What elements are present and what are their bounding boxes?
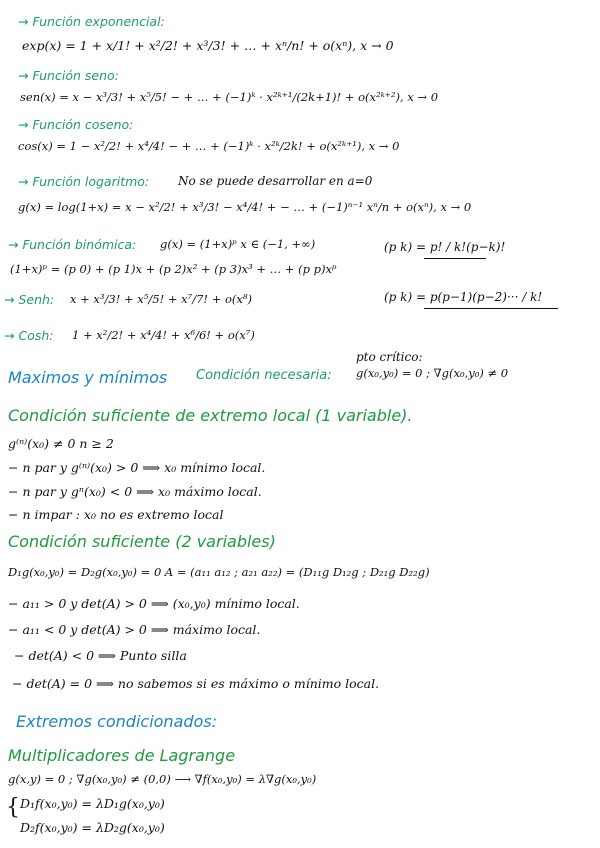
log-note: No se puede desarrollar en a=0	[178, 174, 373, 188]
binomial-coefficient-def-1: (p k) = p! / k!(p−k)!	[384, 240, 506, 254]
formula-cosh: 1 + x²/2! + x⁴/4! + x⁶/6! + o(x⁷)	[72, 328, 255, 342]
heading-sine: → Función seno:	[18, 68, 119, 83]
formula-binomial: (1+x)ᵖ = (p 0) + (p 1)x + (p 2)x² + (p 3)x³ + … + (p p)xᵖ	[10, 262, 337, 276]
binomial-definition: g(x) = (1+x)ᵖ x ∈ (−1, +∞)	[160, 237, 316, 251]
critical-point-label: pto crítico:	[356, 350, 423, 364]
formula-sine: sen(x) = x − x³/3! + x⁵/5! − + … + (−1)ᵏ · x²ᵏ⁺¹/(2k+1)! + o(x²ᵏ⁺²), x → 0	[20, 90, 439, 104]
brace-icon: {	[6, 795, 20, 820]
formula-sinh: x + x³/3! + x⁵/5! + x⁷/7! + o(x⁸)	[70, 292, 252, 306]
section-conditioned-extrema: Extremos condicionados:	[16, 712, 218, 731]
suff2-line-1: D₁g(x₀,y₀) = D₂g(x₀,y₀) = 0 A = (a₁₁ a₁₂ ; a₂₁ a₂₂) = (D₁₁g D₁₂g ; D₂₁g D₂₂g)	[8, 565, 430, 579]
necessary-condition-label: Condición necesaria:	[196, 368, 332, 383]
suff2-line-3: − a₁₁ < 0 y det(A) > 0 ⟹ máximo local.	[8, 622, 261, 637]
suff2-line-4: − det(A) < 0 ⟹ Punto silla	[14, 648, 187, 663]
necessary-condition: g(x₀,y₀) = 0 ; ∇g(x₀,y₀) ≠ 0	[356, 366, 509, 380]
suff1-line-4: − n impar : x₀ no es extremo local	[8, 507, 224, 522]
section-sufficient-1var: Condición suficiente de extremo local (1 variable).	[8, 406, 413, 425]
suff1-line-1: g⁽ⁿ⁾(x₀) ≠ 0 n ≥ 2	[8, 436, 114, 451]
suff2-line-5: − det(A) = 0 ⟹ no sabemos si es máximo o mínimo local.	[12, 676, 380, 691]
fraction-bar-1	[424, 258, 486, 259]
suff2-line-2: − a₁₁ > 0 y det(A) > 0 ⟹ (x₀,y₀) mínimo local.	[8, 596, 300, 611]
heading-binomial: → Función binómica:	[8, 237, 137, 252]
section-sufficient-2var: Condición suficiente (2 variables)	[8, 532, 276, 551]
heading-cosh: → Cosh:	[4, 328, 54, 343]
formula-exponential: exp(x) = 1 + x/1! + x²/2! + x³/3! + … + xⁿ/n! + o(xⁿ), x → 0	[22, 38, 394, 53]
heading-cosine: → Función coseno:	[18, 117, 134, 132]
fraction-bar-2	[424, 308, 558, 309]
formula-cosine: cos(x) = 1 − x²/2! + x⁴/4! − + … + (−1)ᵏ · x²ᵏ/2k! + o(x²ᵏ⁺¹), x → 0	[18, 139, 400, 153]
lagrange-line-2: D₁f(x₀,y₀) = λD₁g(x₀,y₀)	[20, 796, 165, 811]
lagrange-line-3: D₂f(x₀,y₀) = λD₂g(x₀,y₀)	[20, 820, 165, 835]
heading-logarithm: → Función logaritmo:	[18, 174, 150, 189]
section-lagrange: Multiplicadores de Lagrange	[8, 746, 236, 765]
heading-exponential: → Función exponencial:	[18, 14, 165, 29]
binomial-coefficient-def-2: (p k) = p(p−1)(p−2)··· / k!	[384, 290, 543, 304]
formula-logarithm: g(x) = log(1+x) = x − x²/2! + x³/3! − x⁴/4! + − … + (−1)ⁿ⁻¹ xⁿ/n + o(xⁿ), x → 0	[18, 200, 472, 214]
suff1-line-3: − n par y gⁿ(x₀) < 0 ⟹ x₀ máximo local.	[8, 484, 262, 499]
suff1-line-2: − n par y g⁽ⁿ⁾(x₀) > 0 ⟹ x₀ mínimo local.	[8, 460, 266, 475]
lagrange-line-1: g(x,y) = 0 ; ∇g(x₀,y₀) ≠ (0,0) ⟶ ∇f(x₀,y₀) = λ∇g(x₀,y₀)	[8, 772, 317, 786]
heading-sinh: → Senh:	[4, 292, 55, 307]
section-max-min: Maximos y mínimos	[8, 368, 168, 387]
